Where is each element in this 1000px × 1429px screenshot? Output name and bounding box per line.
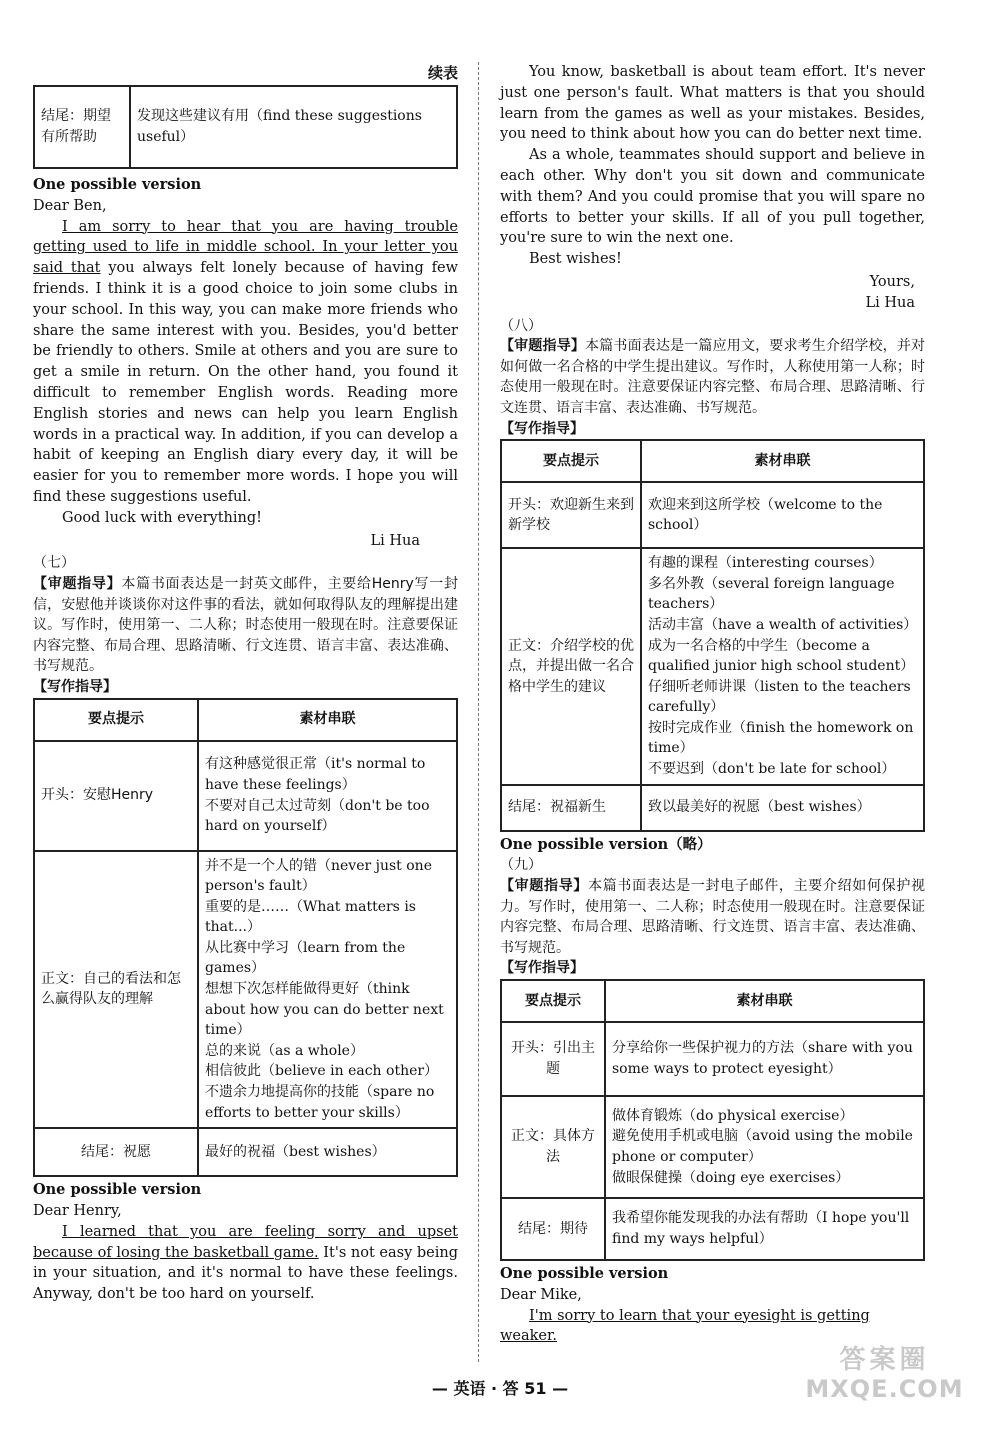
list-item: 并不是一个人的错（never just one person's fault） bbox=[205, 857, 432, 895]
section8-guide-tag: 【审题指导】 bbox=[500, 338, 586, 355]
essay9-version-label: One possible version bbox=[500, 1265, 669, 1283]
section8-header-material: 素材串联 bbox=[641, 440, 924, 482]
section9-row1-material: 分享给你一些保护视力的方法（share with you some ways to protect eyesight） bbox=[605, 1022, 924, 1096]
essay7-signature: Li Hua bbox=[865, 294, 915, 311]
essay9-greeting: Dear Mike, bbox=[500, 1286, 582, 1303]
essay6-greeting: Dear Ben, bbox=[33, 197, 107, 214]
list-item: 仔细听老师讲课（listen to the teachers carefully） bbox=[648, 678, 911, 716]
section8-guide-text: 本篇书面表达是一篇应用文，要求考生介绍学校，并对如何做一名合格的中学生提出建议。写作时，人称使用第一人称；时态使用一般现在时。注意要保证内容完整、布局合理、思路清晰、行文连贯、语言丰富、表达准确、书写规范。 bbox=[500, 338, 926, 416]
essay7-paragraph3: As a whole, teammates should support and believe in each other. Why don't you sit down and communicate with them? And you could promise that you will spare no efforts to better your skills. If all of you pull together, you're sure to win the next one. bbox=[500, 147, 925, 247]
section8-row1-material: 欢迎来到这所学校（welcome to the school） bbox=[641, 482, 924, 548]
section7-number: （七） bbox=[33, 555, 75, 572]
section7-guide-text: 本篇书面表达是一封英文邮件，主要给Henry写一封信，安慰他并谈谈你对这件事的看法，就如何取得队友的理解提出建议。写作时，使用第一、二人称；时态使用一般现在时。注意要保证内容完整、布局合理、思路清晰、行文连贯、语言丰富、表达准确、书写规范。 bbox=[33, 575, 458, 675]
section7-guide-tag: 【审题指导】 bbox=[33, 575, 122, 592]
list-item: 做体育锻炼（do physical exercise） bbox=[612, 1107, 854, 1124]
section9-number: （九） bbox=[500, 857, 542, 874]
watermark-line1: 答案圈 bbox=[839, 1345, 930, 1375]
essay7-body: It's not easy being in your situation, and it's normal to have these feelings. Anyway, don't be too hard on yourself. bbox=[33, 1244, 459, 1303]
section9-writing-tag: 【写作指导】 bbox=[500, 960, 584, 977]
continued-label: 续表 bbox=[427, 64, 458, 82]
section7-row1-material bbox=[198, 741, 457, 851]
list-item: 不要对自己太过苛刻（don't be too hard on yourself） bbox=[205, 797, 430, 835]
essay6-signature: Li Hua bbox=[370, 532, 420, 549]
essay7-closing: Best wishes! bbox=[529, 251, 622, 268]
section9-row2-key: 正文：具体方法 bbox=[501, 1096, 605, 1198]
top-table-key: 结尾：期望有所帮助 bbox=[34, 86, 130, 168]
section9-header-material: 素材串联 bbox=[605, 980, 924, 1022]
list-item: 相信彼此（believe in each other） bbox=[205, 1063, 439, 1080]
essay6-version-label: One possible version bbox=[33, 176, 202, 193]
table-row bbox=[501, 1022, 924, 1096]
section7-row2-material bbox=[198, 851, 457, 1129]
section8-row1-key: 开头：欢迎新生来到新学校 bbox=[501, 482, 641, 548]
table-row bbox=[501, 1198, 924, 1260]
section8-table bbox=[500, 439, 925, 832]
essay9-paragraph bbox=[500, 1306, 925, 1348]
section8-row2-material bbox=[641, 548, 924, 785]
section7-row3-key: 结尾：祝愿 bbox=[34, 1128, 198, 1176]
section8-writing-tag: 【写作指导】 bbox=[500, 420, 584, 437]
section7-row1-key: 开头：安慰Henry bbox=[34, 741, 198, 851]
watermark-line2: MXQE.COM bbox=[805, 1375, 964, 1403]
section7-header-material: 素材串联 bbox=[198, 699, 457, 741]
list-item: 有趣的课程（interesting courses） bbox=[648, 555, 883, 572]
essay6-paragraph bbox=[33, 217, 458, 508]
column-divider bbox=[478, 62, 479, 1362]
essay6-body: you always felt lonely because of having few friends. I think it is a good choice to join some clubs in your school. In this way, you can make more friends who share the same interest with you. Besides, you'd better be friendly to others. Smile at others and you are sure to get a smile in return. On the other hand, you found it difficult to remember English words. Reading more English stories and news can help you learn English words in a practical way. In addition, if you can develop a habit of keeping an English diary every day, it will be easier for you to remember more words. I hope you will find these suggestions useful. bbox=[33, 260, 458, 505]
section8-row3-material: 致以最美好的祝愿（best wishes） bbox=[641, 785, 924, 831]
table-row bbox=[34, 741, 457, 851]
list-item: 活动丰富（have a wealth of activities） bbox=[648, 616, 918, 633]
section9-row3-material: 我希望你能发现我的办法有帮助（I hope you'll find my ways helpful） bbox=[605, 1198, 924, 1260]
essay6-closing: Good luck with everything! bbox=[62, 509, 262, 526]
section9-row2-material bbox=[605, 1096, 924, 1198]
section9-table bbox=[500, 979, 925, 1261]
essay6-underlined: I am sorry to hear that you are having trouble getting used to life in middle school. In your letter you said that bbox=[33, 218, 458, 277]
list-item: 成为一名合格的中学生（become a qualified junior high school student） bbox=[648, 637, 915, 675]
watermark bbox=[797, 1345, 972, 1407]
section7-writing-tag: 【写作指导】 bbox=[33, 678, 117, 695]
section7-header-key: 要点提示 bbox=[34, 699, 198, 741]
section9-row3-key: 结尾：期待 bbox=[501, 1198, 605, 1260]
section7-row2-key: 正文：自己的看法和怎么赢得队友的理解 bbox=[34, 851, 198, 1129]
essay7-underlined: I learned that you are feeling sorry and upset because of losing the basketball game. bbox=[33, 1223, 458, 1261]
section9-row1-key: 开头：引出主题 bbox=[501, 1022, 605, 1096]
list-item: 总的来说（as a whole） bbox=[205, 1042, 364, 1059]
section9-guide bbox=[500, 876, 925, 958]
top-table-material: 发现这些建议有用（find these suggestions useful） bbox=[130, 86, 457, 168]
essay7-paragraph1 bbox=[33, 1222, 458, 1305]
section7-row3-material: 最好的祝福（best wishes） bbox=[198, 1128, 457, 1176]
section8-header-key: 要点提示 bbox=[501, 440, 641, 482]
essay7-paragraph2: You know, basketball is about team effort. It's never just one person's fault. What matters is that you should learn from the games as well as your mistakes. Besides, you need to think about how you can do better next time. bbox=[500, 64, 925, 143]
list-item: 避免使用手机或电脑（avoid using the mobile phone or computer） bbox=[612, 1128, 913, 1166]
table-row bbox=[501, 785, 924, 831]
table-row bbox=[501, 1096, 924, 1198]
essay9-underlined: I'm sorry to learn that your eyesight is getting weaker. bbox=[500, 1307, 870, 1345]
section9-header-key: 要点提示 bbox=[501, 980, 605, 1022]
top-table bbox=[33, 85, 458, 169]
list-item: 重要的是……（What matters is that...） bbox=[205, 898, 416, 936]
essay7-yours: Yours, bbox=[869, 273, 915, 290]
table-row bbox=[501, 548, 924, 785]
list-item: 做眼保健操（doing eye exercises） bbox=[612, 1169, 850, 1186]
section7-table bbox=[33, 698, 458, 1178]
list-item: 多名外教（several foreign language teachers） bbox=[648, 575, 895, 613]
section9-guide-text: 本篇书面表达是一封电子邮件，主要介绍如何保护视力。写作时，使用第一、二人称；时态使用一般现在时。注意要保证内容完整、布局合理、思路清晰、行文连贯、语言丰富、表达准确、书写规范。 bbox=[500, 878, 926, 956]
table-row bbox=[34, 1128, 457, 1176]
right-column bbox=[500, 62, 925, 1347]
section8-version-label: One possible version（略） bbox=[500, 835, 712, 853]
section8-row2-key: 正文：介绍学校的优点，并提出做一名合格中学生的建议 bbox=[501, 548, 641, 785]
left-column bbox=[33, 62, 458, 1305]
list-item: 有这种感觉很正常（it's normal to have these feelings） bbox=[205, 756, 426, 793]
section8-guide bbox=[500, 336, 925, 418]
section7-guide bbox=[33, 574, 458, 677]
section8-number: （八） bbox=[500, 317, 542, 334]
essay7-greeting: Dear Henry, bbox=[33, 1203, 122, 1220]
section9-guide-tag: 【审题指导】 bbox=[500, 878, 589, 895]
table-row bbox=[34, 851, 457, 1129]
list-item: 想想下次怎样能做得更好（think about how you can do better next time） bbox=[205, 981, 444, 1039]
page-footer: — 英语 · 答 51 — bbox=[431, 1379, 569, 1398]
list-item: 不要迟到（don't be late for school） bbox=[648, 761, 896, 778]
list-item: 按时完成作业（finish the homework on time） bbox=[648, 719, 914, 757]
list-item: 从比赛中学习（learn from the games） bbox=[205, 939, 406, 977]
essay7-version-label: One possible version bbox=[33, 1181, 202, 1199]
list-item: 不遗余力地提高你的技能（spare no efforts to better your skills） bbox=[205, 1084, 435, 1121]
table-row bbox=[501, 482, 924, 548]
section8-row3-key: 结尾：祝福新生 bbox=[501, 785, 641, 831]
